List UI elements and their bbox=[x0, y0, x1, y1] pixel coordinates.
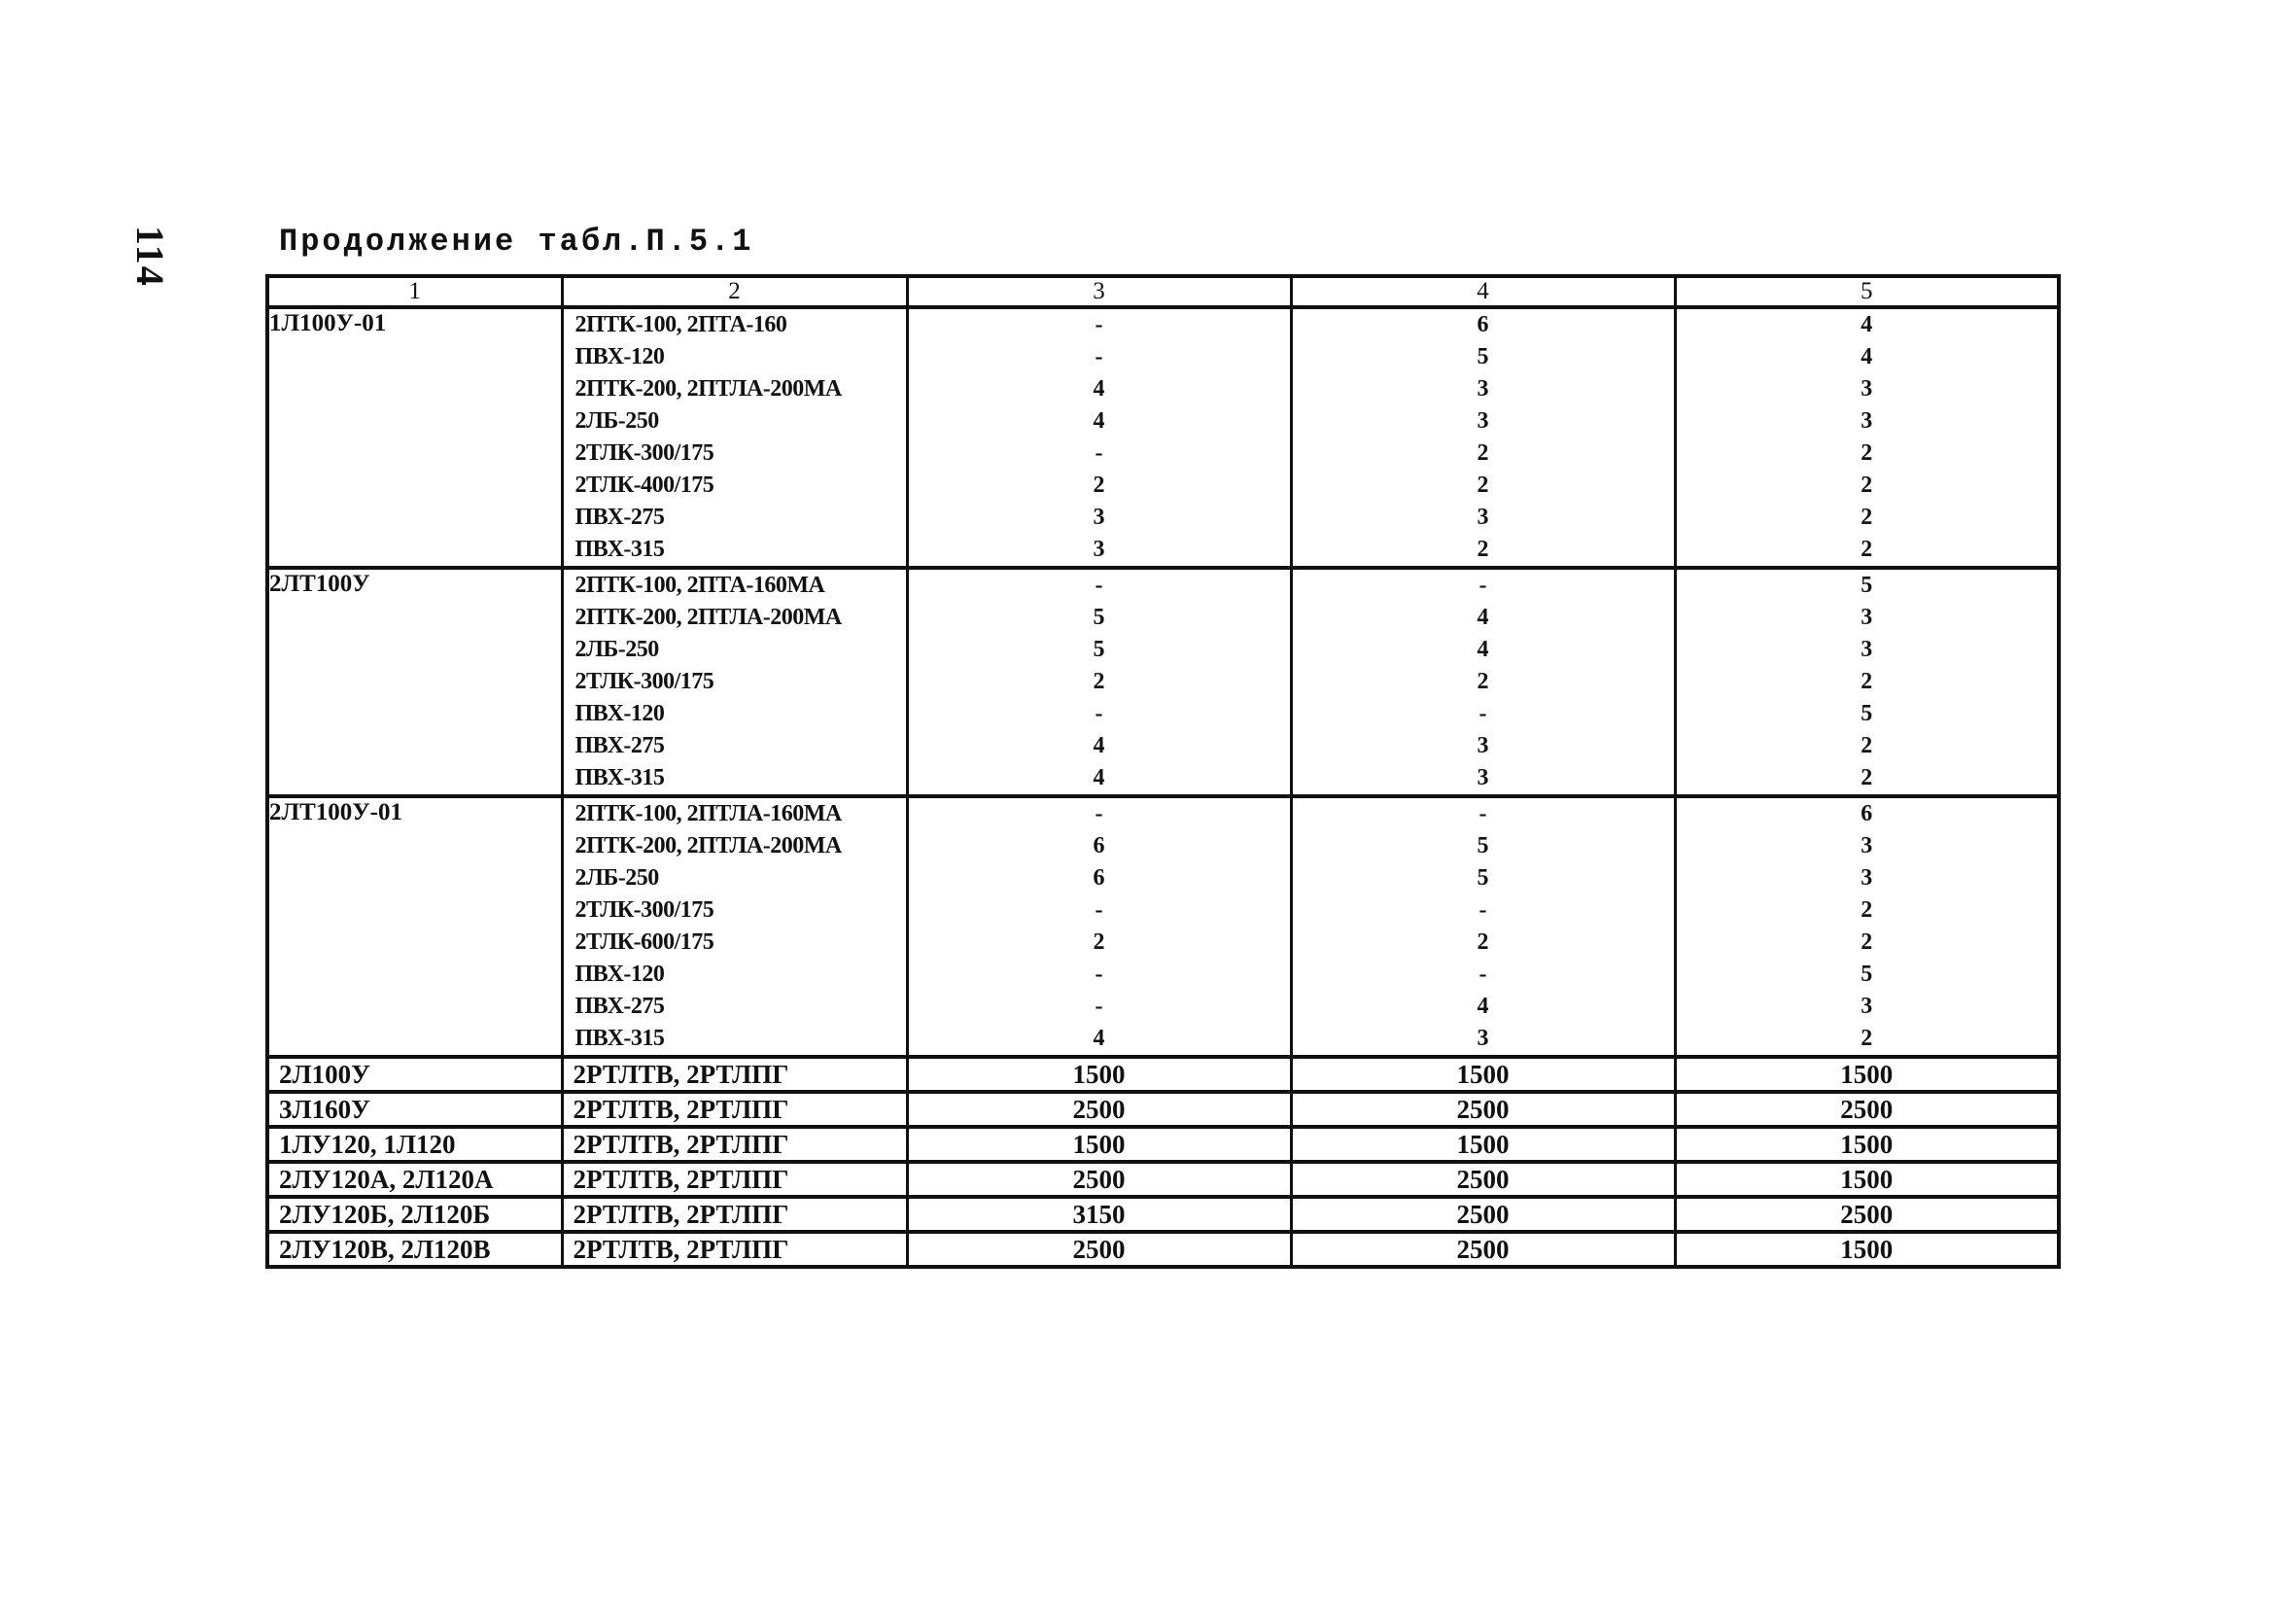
value: 3 bbox=[1861, 408, 1873, 434]
table-cell: 3150 bbox=[907, 1197, 1291, 1232]
table-row bbox=[267, 1232, 2059, 1267]
group-column-3-cell bbox=[907, 796, 1291, 1057]
value: 4 bbox=[1861, 312, 1873, 337]
table-group-row bbox=[267, 568, 2059, 796]
belt-type: 2ЛБ-250 bbox=[574, 637, 659, 662]
cell-list bbox=[1293, 570, 1674, 794]
value: 6 bbox=[1861, 801, 1873, 826]
group-column-4-cell bbox=[1291, 307, 1675, 568]
value: - bbox=[1478, 801, 1487, 826]
table-cell: 1500 bbox=[1675, 1162, 2059, 1197]
value: 3 bbox=[1861, 376, 1873, 402]
value: 2 bbox=[1093, 473, 1105, 498]
table-row bbox=[267, 1127, 2059, 1162]
group-column-2-cell bbox=[562, 796, 907, 1057]
belt-type: ПВХ-275 bbox=[574, 505, 665, 530]
value: 3 bbox=[1477, 765, 1489, 790]
value: 5 bbox=[1093, 605, 1105, 630]
table-cell: 2РТЛТВ, 2РТЛПГ bbox=[562, 1057, 907, 1092]
table-cell: 2РТЛТВ, 2РТЛПГ bbox=[562, 1162, 907, 1197]
cell-list bbox=[909, 570, 1290, 794]
value: 3 bbox=[1477, 376, 1489, 402]
table-cell: 2500 bbox=[1291, 1232, 1675, 1267]
value: 3 bbox=[1861, 833, 1873, 858]
table-cell: 1500 bbox=[907, 1057, 1291, 1092]
table-cell: 2РТЛТВ, 2РТЛПГ bbox=[562, 1232, 907, 1267]
header-row bbox=[267, 276, 2059, 307]
table-cell: 2500 bbox=[1291, 1162, 1675, 1197]
column-header-5: 5 bbox=[1675, 276, 2059, 307]
table-cell: 1ЛУ120, 1Л120 bbox=[267, 1127, 562, 1162]
value: - bbox=[1095, 897, 1103, 923]
value: 2 bbox=[1861, 473, 1873, 498]
table-cell: 2Л100У bbox=[267, 1057, 562, 1092]
belt-type: 2ПТК-100, 2ПТЛА-160МА bbox=[574, 801, 842, 826]
value: 6 bbox=[1093, 865, 1105, 891]
belt-type: 2ТЛК-300/175 bbox=[574, 669, 714, 694]
column-header-1: 1 bbox=[267, 276, 562, 307]
value: - bbox=[1095, 344, 1103, 369]
group-column-3-cell bbox=[907, 307, 1291, 568]
table-cell: 2500 bbox=[1675, 1092, 2059, 1127]
value: 4 bbox=[1477, 994, 1489, 1019]
value: 5 bbox=[1477, 344, 1489, 369]
page-number: 114 bbox=[128, 226, 172, 288]
value: 3 bbox=[1093, 505, 1105, 530]
value: 2 bbox=[1861, 733, 1873, 758]
value: - bbox=[1095, 701, 1103, 726]
table-cell: 2РТЛТВ, 2РТЛПГ bbox=[562, 1092, 907, 1127]
table-cell: 2ЛУ120А, 2Л120А bbox=[267, 1162, 562, 1197]
value: 3 bbox=[1477, 1026, 1489, 1051]
group-column-5-cell bbox=[1675, 307, 2059, 568]
table-body bbox=[267, 307, 2059, 1267]
belt-type: ПВХ-120 bbox=[574, 962, 665, 987]
value: 2 bbox=[1477, 473, 1489, 498]
table-cell: 2500 bbox=[907, 1162, 1291, 1197]
value: 2 bbox=[1861, 1026, 1873, 1051]
value: 3 bbox=[1861, 637, 1873, 662]
table-row bbox=[267, 1197, 2059, 1232]
value: 2 bbox=[1861, 440, 1873, 466]
value: 2 bbox=[1477, 537, 1489, 562]
value: - bbox=[1095, 312, 1103, 337]
value: 3 bbox=[1477, 733, 1489, 758]
table-group-row bbox=[267, 307, 2059, 568]
belt-type: ПВХ-120 bbox=[574, 344, 665, 369]
belt-type: 2ТЛК-400/175 bbox=[574, 473, 714, 498]
value: 4 bbox=[1093, 376, 1105, 402]
belt-type: ПВХ-275 bbox=[574, 994, 665, 1019]
value: 6 bbox=[1093, 833, 1105, 858]
group-column-4-cell bbox=[1291, 796, 1675, 1057]
value: 2 bbox=[1477, 929, 1489, 955]
table-cell: 3Л160У bbox=[267, 1092, 562, 1127]
table-cell: 2500 bbox=[1675, 1197, 2059, 1232]
value: 5 bbox=[1477, 833, 1489, 858]
cell-list bbox=[1293, 798, 1674, 1055]
group-name-cell bbox=[267, 568, 562, 796]
table-cell: 2ЛУ120В, 2Л120В bbox=[267, 1232, 562, 1267]
group-name: 2ЛТ100У bbox=[269, 571, 370, 597]
value: 2 bbox=[1861, 537, 1873, 562]
belt-type: ПВХ-315 bbox=[574, 537, 665, 562]
belt-type: 2ПТК-200, 2ПТЛА-200МА bbox=[574, 833, 842, 858]
value: - bbox=[1478, 897, 1487, 923]
cell-list bbox=[1293, 309, 1674, 566]
value: 2 bbox=[1477, 440, 1489, 466]
value: 5 bbox=[1861, 573, 1873, 598]
table-cell: 2500 bbox=[1291, 1092, 1675, 1127]
value: - bbox=[1095, 440, 1103, 466]
value: 2 bbox=[1093, 929, 1105, 955]
belt-type: 2ЛБ-250 bbox=[574, 408, 659, 434]
value: 2 bbox=[1093, 669, 1105, 694]
belt-type: 2ТЛК-600/175 bbox=[574, 929, 714, 955]
table-row bbox=[267, 1057, 2059, 1092]
belt-type: 2ТЛК-300/175 bbox=[574, 440, 714, 466]
table-cell: 2РТЛТВ, 2РТЛПГ bbox=[562, 1127, 907, 1162]
data-table bbox=[265, 274, 2061, 1269]
value: 4 bbox=[1093, 733, 1105, 758]
group-name: 2ЛТ100У-01 bbox=[269, 799, 402, 825]
table-header bbox=[267, 276, 2059, 307]
group-column-5-cell bbox=[1675, 796, 2059, 1057]
group-column-3-cell bbox=[907, 568, 1291, 796]
cell-list bbox=[909, 798, 1290, 1055]
value: 2 bbox=[1861, 897, 1873, 923]
value: - bbox=[1095, 994, 1103, 1019]
belt-type: ПВХ-275 bbox=[574, 733, 665, 758]
value: - bbox=[1478, 573, 1487, 598]
group-column-2-cell bbox=[562, 568, 907, 796]
table-group-row bbox=[267, 796, 2059, 1057]
table-cell: 2500 bbox=[907, 1092, 1291, 1127]
value: 6 bbox=[1477, 312, 1489, 337]
value: 5 bbox=[1861, 701, 1873, 726]
belt-type: 2ТЛК-300/175 bbox=[574, 897, 714, 923]
value: - bbox=[1478, 962, 1487, 987]
table-cell: 1500 bbox=[1675, 1232, 2059, 1267]
belt-type: 2ПТК-200, 2ПТЛА-200МА bbox=[574, 605, 842, 630]
group-column-2-cell bbox=[562, 307, 907, 568]
table-cell: 2РТЛТВ, 2РТЛПГ bbox=[562, 1197, 907, 1232]
value: - bbox=[1095, 801, 1103, 826]
column-header-4: 4 bbox=[1291, 276, 1675, 307]
table-cell: 1500 bbox=[907, 1127, 1291, 1162]
value: 3 bbox=[1861, 865, 1873, 891]
belt-type: 2ПТК-100, 2ПТА-160МА bbox=[574, 573, 825, 598]
value: - bbox=[1095, 962, 1103, 987]
value: 3 bbox=[1861, 605, 1873, 630]
value: 2 bbox=[1861, 929, 1873, 955]
group-name: 1Л100У-01 bbox=[269, 310, 387, 336]
value: 3 bbox=[1477, 505, 1489, 530]
value: 3 bbox=[1477, 408, 1489, 434]
value: 3 bbox=[1861, 994, 1873, 1019]
belt-type: ПВХ-315 bbox=[574, 765, 665, 790]
value: 2 bbox=[1861, 765, 1873, 790]
cell-list bbox=[1677, 570, 2058, 794]
column-header-3: 3 bbox=[907, 276, 1291, 307]
table-cell: 1500 bbox=[1291, 1057, 1675, 1092]
table-cell: 1500 bbox=[1291, 1127, 1675, 1162]
belt-type: 2ЛБ-250 bbox=[574, 865, 659, 891]
value: 4 bbox=[1093, 765, 1105, 790]
table-cell: 1500 bbox=[1675, 1057, 2059, 1092]
value: 2 bbox=[1861, 669, 1873, 694]
belt-type: 2ПТК-100, 2ПТА-160 bbox=[574, 312, 787, 337]
table-row bbox=[267, 1092, 2059, 1127]
cell-list bbox=[909, 309, 1290, 566]
value: 4 bbox=[1477, 605, 1489, 630]
value: 2 bbox=[1861, 505, 1873, 530]
value: - bbox=[1095, 573, 1103, 598]
value: 5 bbox=[1861, 962, 1873, 987]
belt-type: ПВХ-315 bbox=[574, 1026, 665, 1051]
belt-type: 2ПТК-200, 2ПТЛА-200МА bbox=[574, 376, 842, 402]
cell-list bbox=[564, 798, 906, 1055]
table-cell: 2500 bbox=[1291, 1197, 1675, 1232]
group-name-cell bbox=[267, 796, 562, 1057]
belt-type: ПВХ-120 bbox=[574, 701, 665, 726]
cell-list bbox=[564, 309, 906, 566]
group-column-5-cell bbox=[1675, 568, 2059, 796]
value: 4 bbox=[1093, 408, 1105, 434]
cell-list bbox=[1677, 798, 2058, 1055]
value: 4 bbox=[1861, 344, 1873, 369]
table-cell: 1500 bbox=[1675, 1127, 2059, 1162]
value: 5 bbox=[1477, 865, 1489, 891]
value: 2 bbox=[1477, 669, 1489, 694]
column-header-2: 2 bbox=[562, 276, 907, 307]
value: - bbox=[1478, 701, 1487, 726]
value: 4 bbox=[1093, 1026, 1105, 1051]
table-cell: 2ЛУ120Б, 2Л120Б bbox=[267, 1197, 562, 1232]
group-column-4-cell bbox=[1291, 568, 1675, 796]
group-name-cell bbox=[267, 307, 562, 568]
table-caption: Продолжение табл.П.5.1 bbox=[279, 224, 754, 260]
cell-list bbox=[564, 570, 906, 794]
value: 4 bbox=[1477, 637, 1489, 662]
value: 5 bbox=[1093, 637, 1105, 662]
table-row bbox=[267, 1162, 2059, 1197]
value: 3 bbox=[1093, 537, 1105, 562]
cell-list bbox=[1677, 309, 2058, 566]
table-cell: 2500 bbox=[907, 1232, 1291, 1267]
